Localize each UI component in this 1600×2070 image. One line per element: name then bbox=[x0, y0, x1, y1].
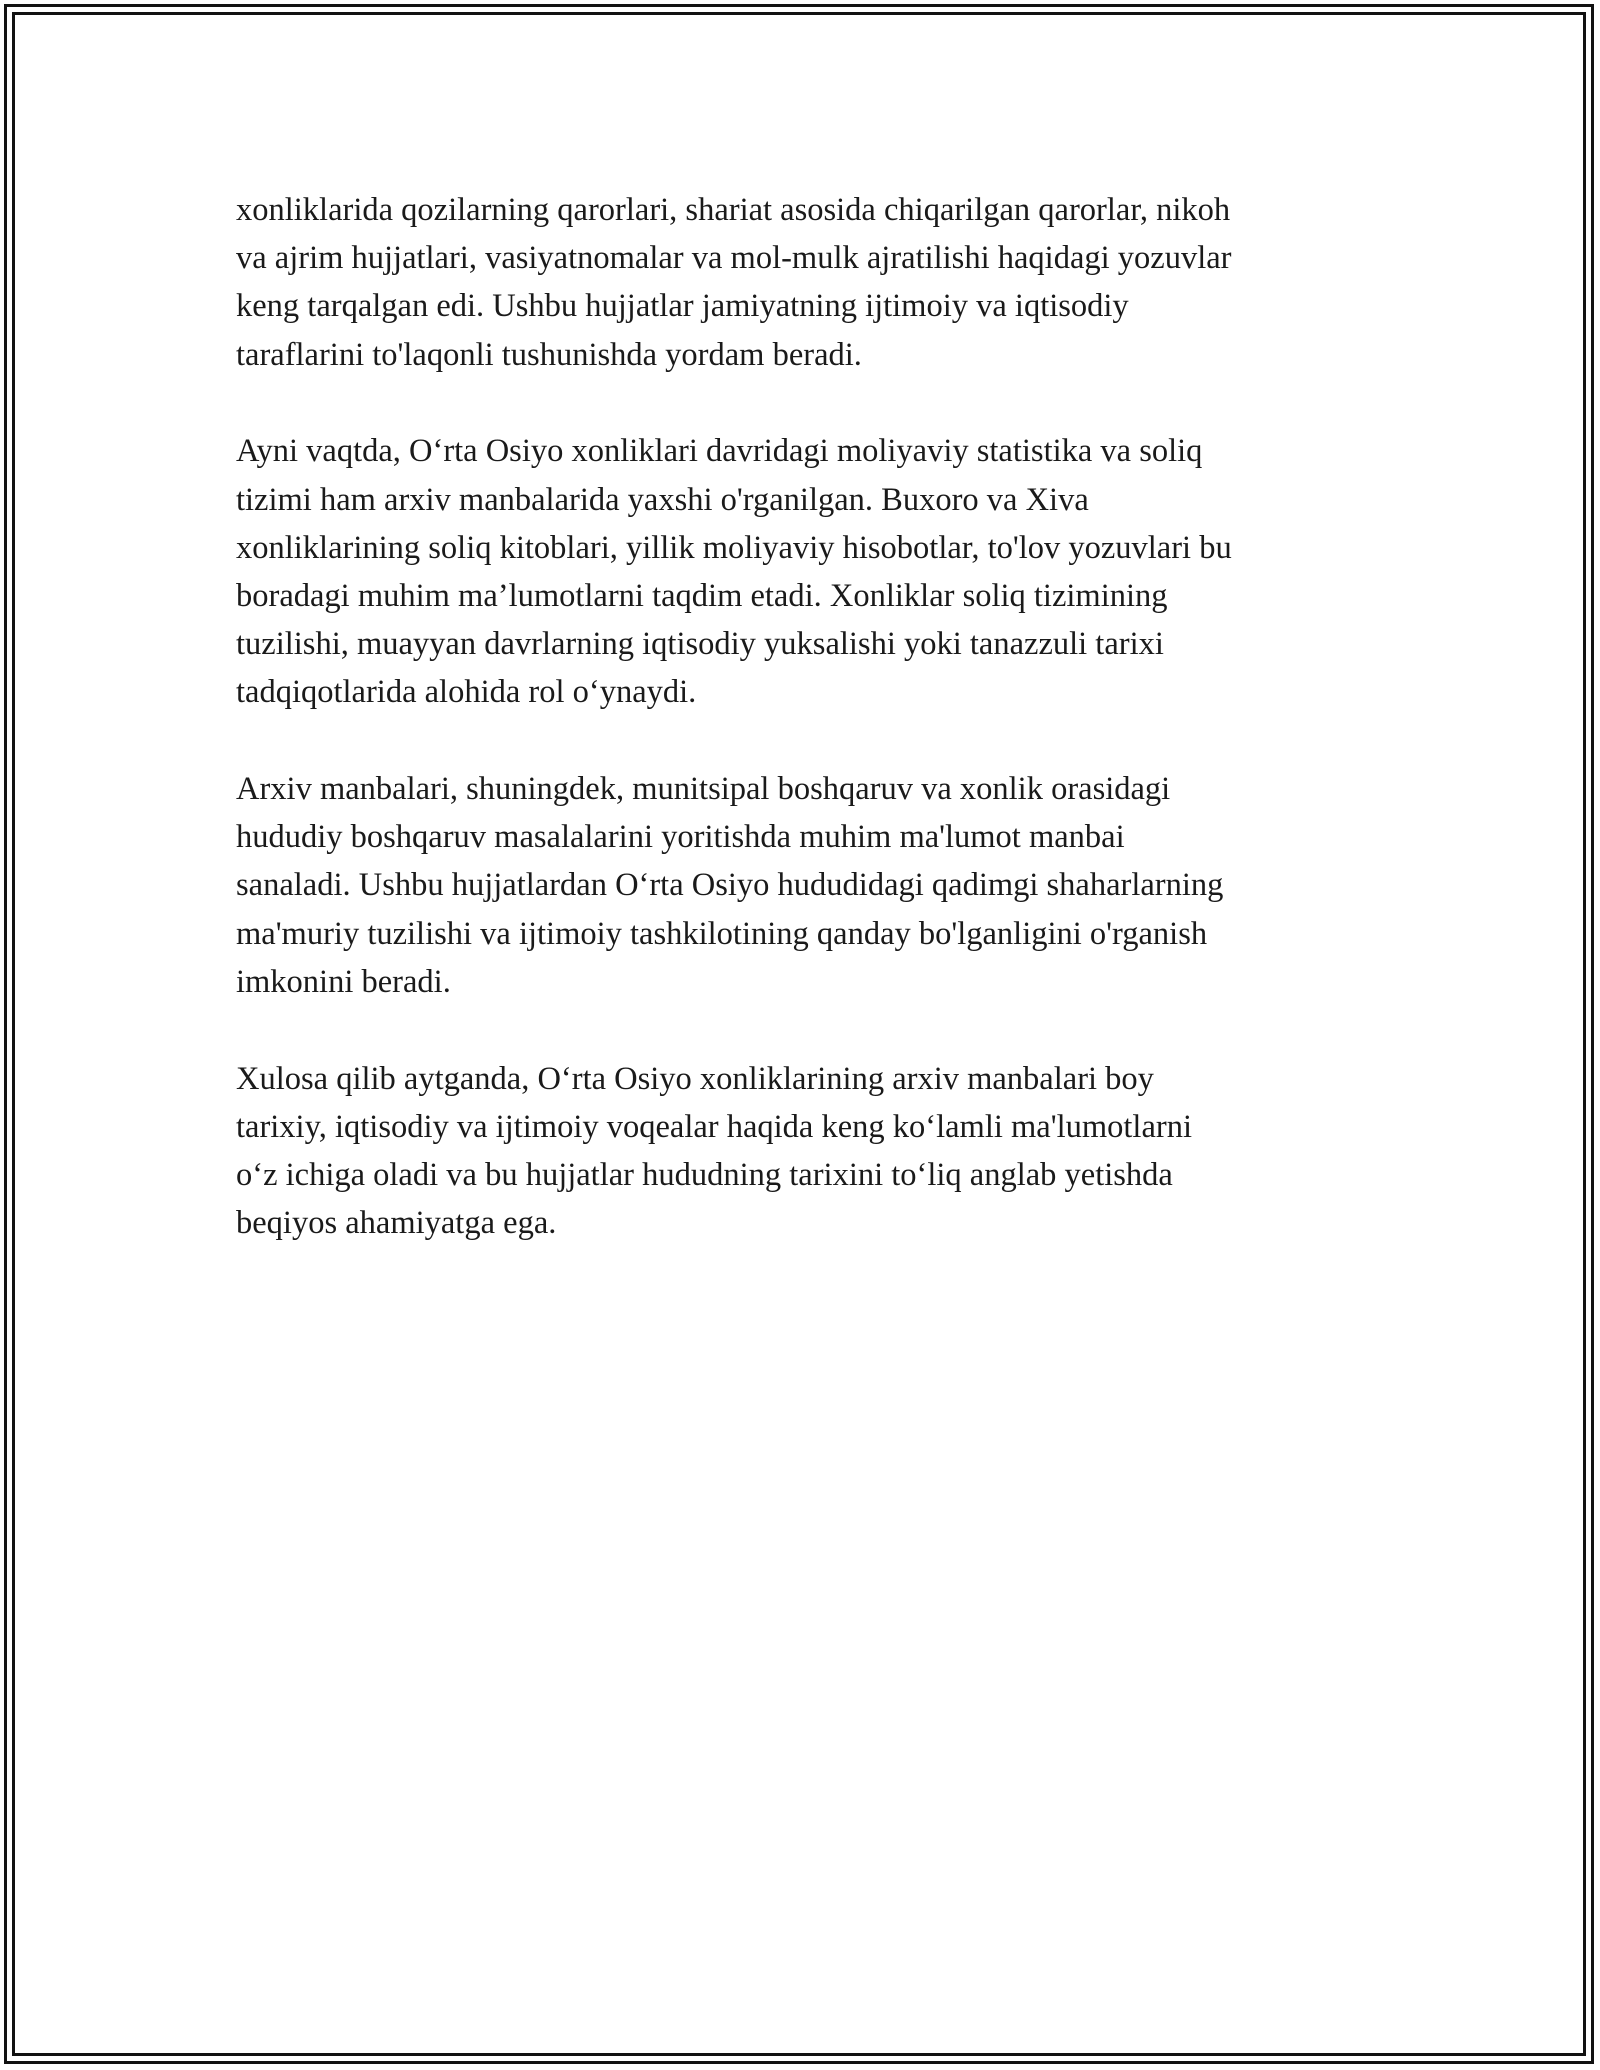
paragraph-financial-statistics: Ayni vaqtda, O‘rta Osiyo xonliklari davridagi moliyaviy statistika va soliq tizimi ham arxiv manbalarida yaxshi o'rganilgan. Buxoro va Xiva xonliklarining soliq kitoblari, yillik moliyaviy hisobotlar, to'lov yozuvlari bu boradagi muhim ma’lumotlarni taqdim etadi. Xonliklar soliq tizimining tuzilishi, muayyan davrlarning iqtisodiy yuksalishi yoki tanazzuli tarixi tadqiqotlarida alohida rol o‘ynaydi. bbox=[236, 433, 1232, 711]
paragraph-conclusion: Xulosa qilib aytganda, O‘rta Osiyo xonliklarining arxiv manbalari boy tarixiy, iqtisodiy va ijtimoiy voqealar haqida keng ko‘lamli ma'lumotlarni o‘z ichiga oladi va bu hujjatlar hududning tarixini to‘liq anglab yetishda beqiyos ahamiyatga ega. bbox=[236, 1060, 1192, 1242]
paragraph-municipal-administration: Arxiv manbalari, shuningdek, munitsipal boshqaruv va xonlik orasidagi hududiy boshqaruv masalalarini yoritishda muhim ma'lumot manbai sanaladi. Ushbu hujjatlardan O‘rta Osiyo hududidagi qadimgi shaharlarning ma'muriy tuzilishi va ijtimoiy tashkilotining qanday bo'lganligini o'rganish imkonini beradi. bbox=[236, 771, 1224, 1000]
paragraph-court-records: xonliklarida qozilarning qarorlari, shariat asosida chiqarilgan qarorlar, nikoh va ajrim hujjatlari, vasiyatnomalar va mol-mulk ajratilishi haqidagi yozuvlar keng tarqalgan edi. Ushbu hujjatlar jamiyatning ijtimoiy va iqtisodiy taraflarini to'laqonli tushunishda yordam beradi. bbox=[236, 192, 1232, 373]
document-body bbox=[236, 186, 1366, 1296]
